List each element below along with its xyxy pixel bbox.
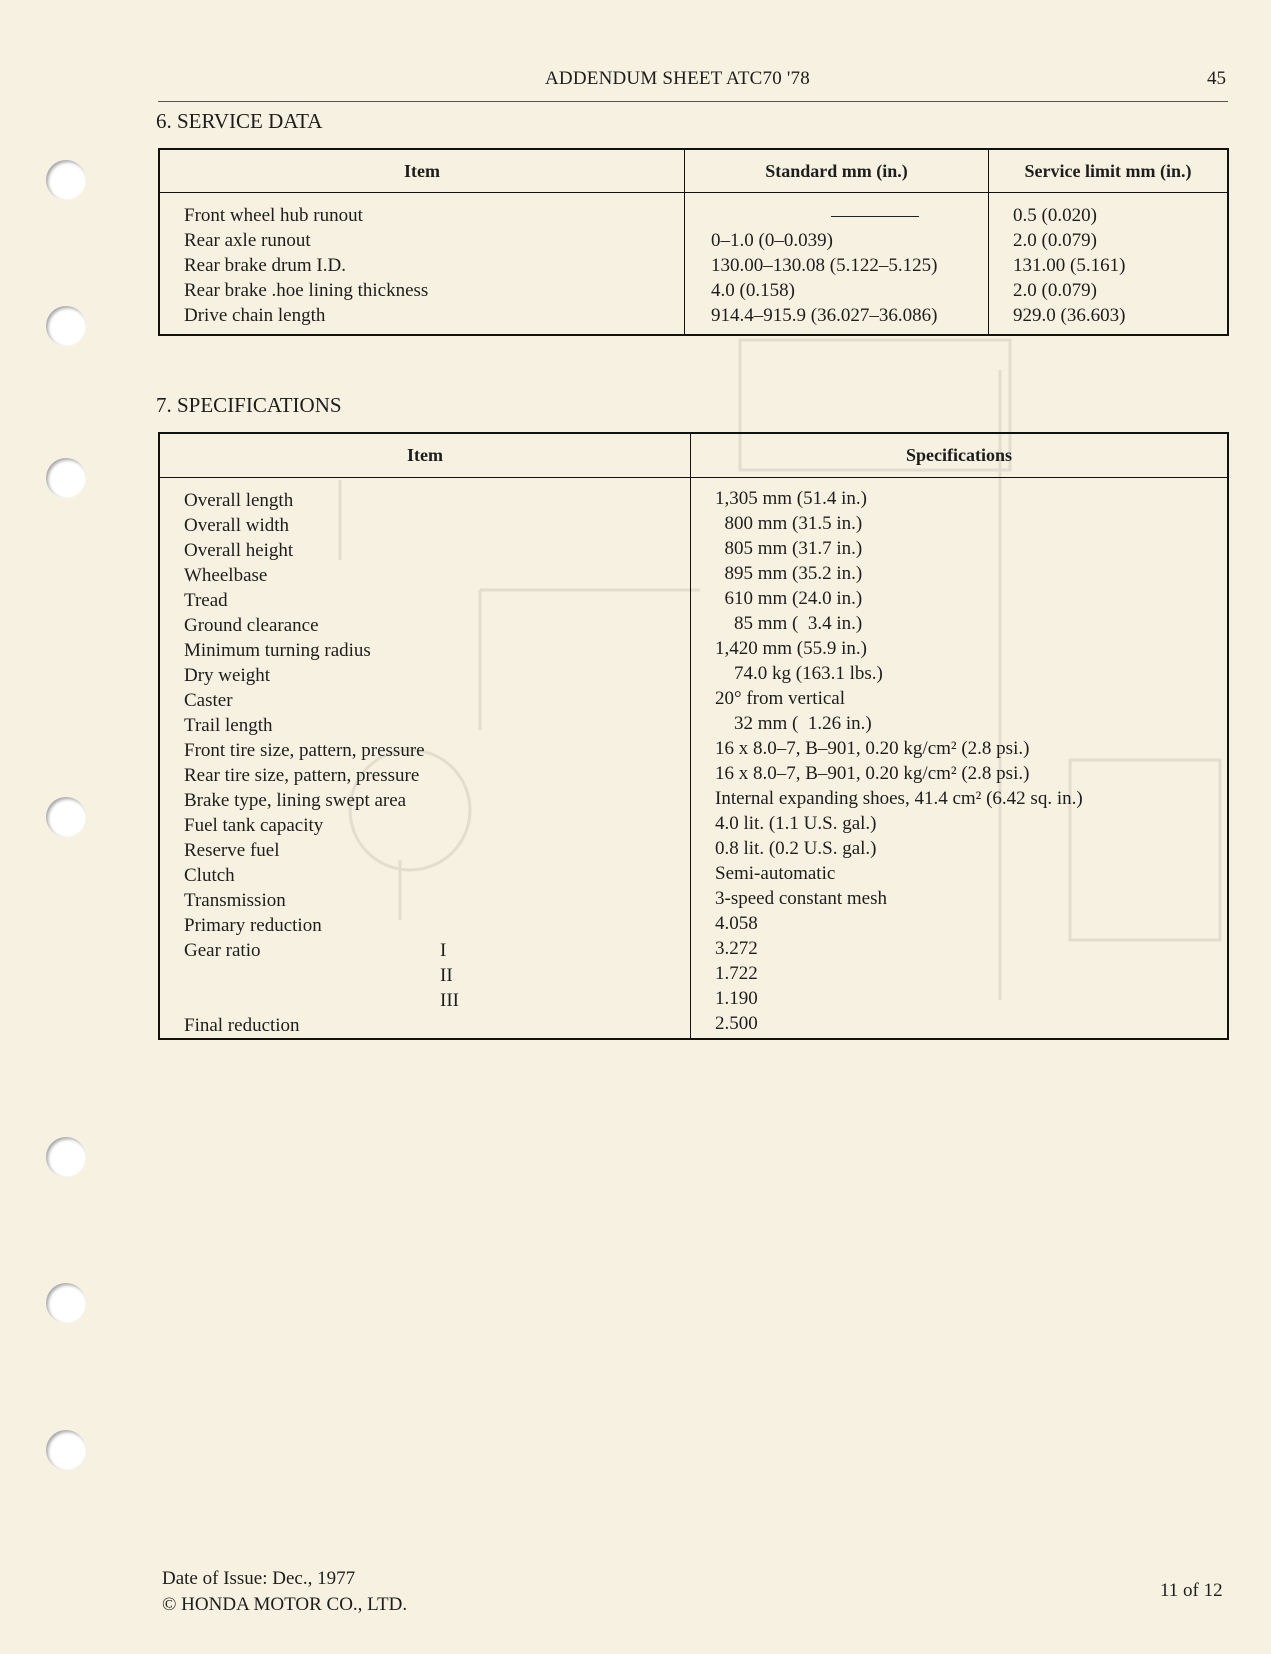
column-header: Specifications: [691, 433, 1229, 478]
column-header: Item: [159, 433, 691, 478]
specification-column: [691, 478, 1229, 1040]
item-cell: Overall length: [184, 490, 294, 511]
standard-column: [685, 193, 989, 335]
item-cell: Rear axle runout: [184, 230, 311, 251]
sheet-count: 11 of 12: [1160, 1580, 1223, 1601]
limit-cell: 2.0 (0.079): [1013, 280, 1097, 301]
standard-cell: 4.0 (0.158): [711, 280, 795, 301]
not-applicable-dash: [831, 216, 919, 217]
table-header-row: [159, 149, 1228, 193]
specification-cell: 1,305 mm (51.4 in.): [715, 488, 867, 509]
gear-ratio-line: [184, 988, 690, 1013]
specification-cell: 16 x 8.0–7, B–901, 0.20 kg/cm² (2.8 psi.): [715, 763, 1030, 784]
copyright-notice: © HONDA MOTOR CO., LTD.: [162, 1594, 408, 1615]
specification-cell: 0.8 lit. (0.2 U.S. gal.): [715, 838, 877, 859]
item-cell: Minimum turning radius: [184, 640, 371, 661]
item-cell: Tread: [184, 590, 228, 611]
item-cell: Brake type, lining swept area: [184, 790, 407, 811]
specifications-table: [158, 432, 1229, 1040]
limit-cell: 131.00 (5.161): [1013, 255, 1126, 276]
item-cell: Primary reduction: [184, 915, 322, 936]
specification-cell: 1.722: [715, 963, 758, 984]
specification-cell: 4.0 lit. (1.1 U.S. gal.): [715, 813, 877, 834]
item-column: [159, 193, 685, 335]
service-data-heading: 6. SERVICE DATA: [156, 109, 323, 133]
gear-ratio-line: [184, 938, 690, 963]
item-cell: Rear tire size, pattern, pressure: [184, 765, 420, 786]
specification-cell: 1,420 mm (55.9 in.): [715, 638, 867, 659]
specification-cell: 32 mm ( 1.26 in.): [715, 713, 872, 734]
running-title: ADDENDUM SHEET ATC70 '78: [545, 68, 810, 89]
item-cell: Overall width: [184, 515, 290, 536]
item-cell: Wheelbase: [184, 565, 268, 586]
specification-cell: Internal expanding shoes, 41.4 cm² (6.42 sq. in.): [715, 788, 1083, 809]
standard-cell-blank: [711, 203, 988, 228]
page-number: 45: [1207, 68, 1226, 89]
service-data-table: [158, 148, 1229, 336]
item-cell: Gear ratio: [184, 940, 261, 961]
limit-column: [989, 193, 1229, 335]
column-header: Standard mm (in.): [685, 149, 989, 193]
header-rule: [158, 101, 1228, 102]
item-cell: Rear brake .hoe lining thickness: [184, 280, 429, 301]
specification-cell: 85 mm ( 3.4 in.): [715, 613, 863, 634]
specification-cell: 20° from vertical: [715, 688, 845, 709]
standard-cell: 0–1.0 (0–0.039): [711, 230, 833, 251]
specification-cell: 805 mm (31.7 in.): [715, 538, 863, 559]
specification-cell: 3-speed constant mesh: [715, 888, 888, 909]
standard-cell: 914.4–915.9 (36.027–36.086): [711, 305, 938, 326]
item-cell: Caster: [184, 690, 233, 711]
item-cell: Drive chain length: [184, 305, 326, 326]
table-row: [159, 478, 1228, 1040]
item-cell: Trail length: [184, 715, 273, 736]
item-cell: Fuel tank capacity: [184, 815, 324, 836]
gear-number: III: [440, 990, 459, 1011]
limit-cell: 2.0 (0.079): [1013, 230, 1097, 251]
specification-cell: Semi-automatic: [715, 863, 836, 884]
item-cell: Final reduction: [184, 1015, 300, 1036]
specification-cell: 2.500: [715, 1013, 758, 1034]
item-cell: Front tire size, pattern, pressure: [184, 740, 425, 761]
item-cell: Transmission: [184, 890, 286, 911]
standard-cell: 130.00–130.08 (5.122–5.125): [711, 255, 938, 276]
specification-cell: 800 mm (31.5 in.): [715, 513, 863, 534]
gear-ratio-line: [184, 963, 690, 988]
item-cell: Overall height: [184, 540, 294, 561]
specification-cell: 1.190: [715, 988, 758, 1009]
gear-number: I: [440, 940, 447, 961]
item-cell: Ground clearance: [184, 615, 319, 636]
specifications-heading: 7. SPECIFICATIONS: [156, 393, 342, 417]
item-cell: Dry weight: [184, 665, 271, 686]
table-header-row: [159, 433, 1228, 478]
item-cell: Clutch: [184, 865, 235, 886]
specification-cell: 16 x 8.0–7, B–901, 0.20 kg/cm² (2.8 psi.): [715, 738, 1030, 759]
issue-date: Date of Issue: Dec., 1977: [162, 1568, 356, 1589]
limit-cell: 0.5 (0.020): [1013, 205, 1097, 226]
specification-cell: 4.058: [715, 913, 758, 934]
table-row: [159, 193, 1228, 335]
specification-cell: 895 mm (35.2 in.): [715, 563, 863, 584]
limit-cell: 929.0 (36.603): [1013, 305, 1126, 326]
item-cell: Front wheel hub runout: [184, 205, 363, 226]
item-column: [159, 478, 691, 1040]
gear-number: II: [440, 965, 453, 986]
specification-cell: 74.0 kg (163.1 lbs.): [715, 663, 883, 684]
footer-issue-block: [162, 1566, 407, 1618]
column-header: Item: [159, 149, 685, 193]
specification-cell: 610 mm (24.0 in.): [715, 588, 863, 609]
item-cell: Reserve fuel: [184, 840, 280, 861]
column-header: Service limit mm (in.): [989, 149, 1229, 193]
item-cell: Rear brake drum I.D.: [184, 255, 346, 276]
specification-cell: 3.272: [715, 938, 758, 959]
